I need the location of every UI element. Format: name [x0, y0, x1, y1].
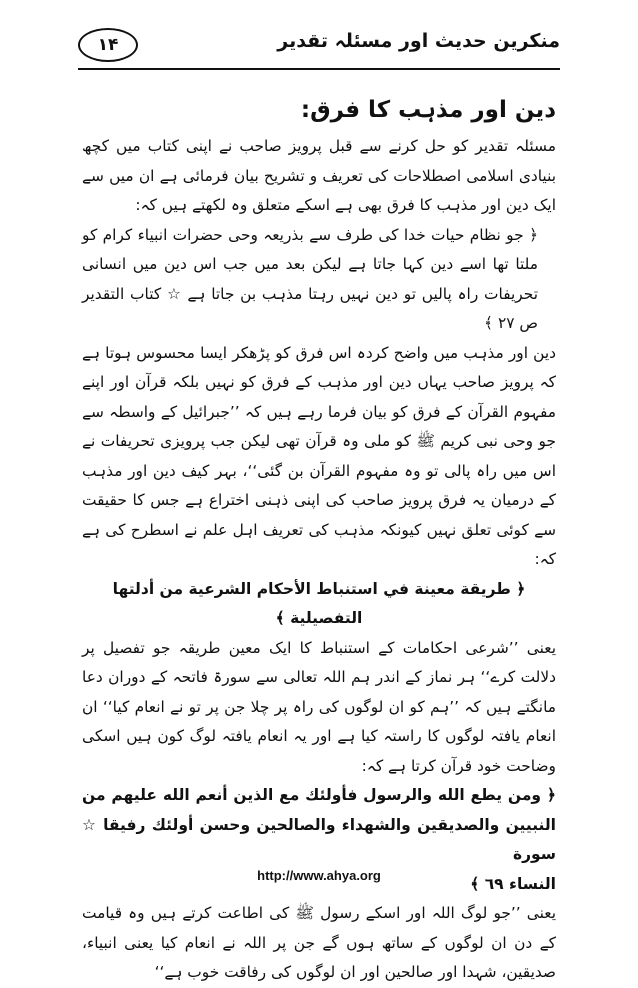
- page-number: ۱۴: [78, 28, 138, 62]
- quran-verse: ﴿ ومن يطع الله والرسول فأولئك مع الذين أنعم الله عليهم من النبيين والصديقين والشهداء والصالحين وحسن أولئك رفيقا ☆ سورة: [82, 786, 556, 863]
- intro-paragraph: مسئلہ تقدیر کو حل کرنے سے قبل پرویز صاحب نے اپنی کتاب میں کچھ بنیادی اسلامی اصطلاحات کی تعریف و تشریح بیان فرمائی ہے ان میں سے ایک دین اور مذہب کا فرق بھی ہے اسکے متعلق وہ لکھتے ہیں کہ:: [82, 137, 556, 214]
- section-heading: دین اور مذہب کا فرق:: [300, 97, 556, 123]
- running-title: منکرین حدیث اور مسئلہ تقدیر: [277, 30, 560, 52]
- translation-paragraph: یعنی ’’جو لوگ اللہ اور اسکے رسول ﷺ کی اطاعت کرتے ہیں وہ قیامت کے دن ان لوگوں کے ساتھ ہوں گے جن پر اللہ نے انعام کیا یعنی انبیاء، صدیقین، شہدا اور صالحین اور ان لوگوں کی رفاقت خوب ہے‘‘: [82, 904, 556, 981]
- verse-reference: النساء ٦٩ ﴾: [470, 874, 556, 893]
- header-divider: [78, 68, 560, 70]
- discussion-paragraph: دین اور مذہب میں واضح کردہ اس فرق کو پڑھکر ایسا محسوس ہوتا ہے کہ پرویز صاحب یہاں دین اور مذہب کے فرق کو نہیں بلکہ قرآن اور اپنے مفہوم القرآن کے فرق کو بیان فرما رہے ہیں کہ ’’جبرائیل کے واسطہ سے جو وحی نبی کریم ﷺ کو ملی وہ قرآن تھی لیکن جب پرویزی تحریفات نے اس میں راہ پالی تو وہ مفہوم القرآن بن گئی‘‘، بہر کیف دین اور مذہب کے درمیان یہ فرق پرویز صاحب کی اپنی ذہنی اختراع ہے جس کا حقیقت سے کوئی تعلق نہیں کیونکہ مذہب کی تعریف اہل علم نے اسطرح کی ہے کہ:: [82, 343, 556, 568]
- explanation-paragraph: یعنی ’’شرعی احکامات کے استنباط کا ایک معین طریقہ جو تفصیل پر دلالت کرے‘‘ ہر نماز کے اندر ہم اللہ تعالی سے سورۃ فاتحہ کے دوران دعا مانگتے ہیں کہ ’’ہم کو ان لوگوں کی راہ پر چلا جن پر تو نے انعام کیا‘‘ ان انعام یافتہ لوگوں کا راستہ کیا ہے اور یہ انعام یافتہ لوگ کون ہیں اسکی وضاحت خود قرآن کرتا ہے کہ:: [82, 638, 556, 775]
- arabic-definition: ﴿ طريقة معينة في استنباط الأحكام الشرعية من أدلتها التفصيلية ﴾: [112, 579, 526, 627]
- page-header: [78, 24, 560, 64]
- page-body: [82, 92, 556, 988]
- quoted-definition: ﴿ جو نظام حیات خدا کی طرف سے بذریعہ وحی حضرات انبیاء کرام کو ملتا تھا اسے دین کہا جاتا ہے لیکن بعد میں جب اس دین میں انسانی تحریفات راہ پالیں تو دین نہیں رہتا مذہب بن جاتا ہے ☆ کتاب التقدیر ص ۲۷ ﴾: [82, 225, 538, 332]
- footer-url[interactable]: http://www.ahya.org: [257, 868, 381, 883]
